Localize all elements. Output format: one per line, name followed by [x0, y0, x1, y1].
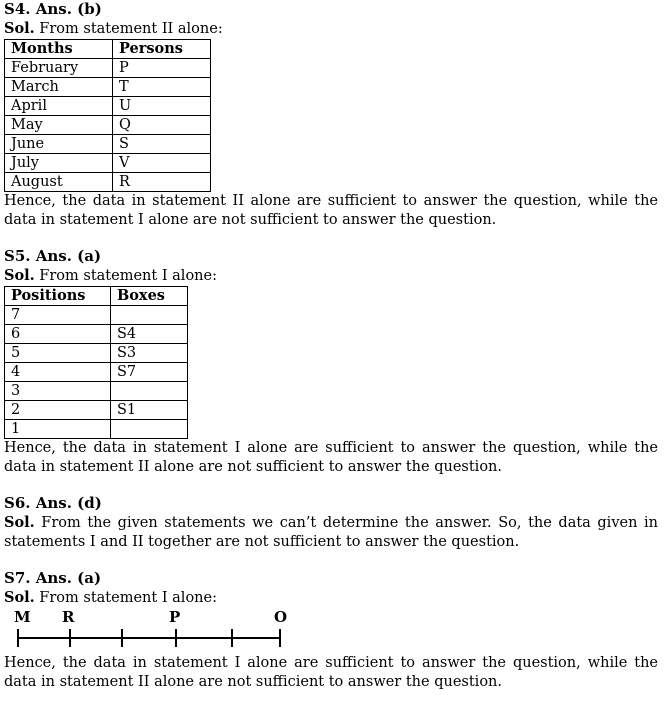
table-cell: P — [113, 59, 211, 78]
conclusion-text: Hence, the data in statement II alone are sufficient to answer the question, while the data in statement I alone are not sufficient to answer the question. — [4, 193, 658, 228]
number-line — [4, 608, 304, 654]
table-row — [5, 116, 211, 135]
point-label: R — [62, 608, 75, 626]
table-cell: 2 — [5, 401, 111, 420]
table-row — [5, 382, 188, 401]
table-cell: S — [113, 135, 211, 154]
table-header-row — [5, 287, 188, 306]
table-cell: 6 — [5, 325, 111, 344]
table-cell: 4 — [5, 363, 111, 382]
table-cell: S1 — [111, 401, 188, 420]
table-cell — [111, 306, 188, 325]
table-cell: 5 — [5, 344, 111, 363]
table-header-row — [5, 40, 211, 59]
table-cell: 3 — [5, 382, 111, 401]
table-row — [5, 420, 188, 439]
table-row — [5, 97, 211, 116]
solution-s5 — [4, 247, 658, 477]
table-row — [5, 59, 211, 78]
table-row — [5, 401, 188, 420]
answer-heading: S4. Ans. (b) — [4, 0, 102, 18]
table-cell: May — [5, 116, 113, 135]
table-cell: June — [5, 135, 113, 154]
sol-label: Sol. — [4, 514, 35, 531]
solution-s6 — [4, 494, 658, 552]
answer-heading: S5. Ans. (a) — [4, 247, 102, 265]
column-header: Positions — [5, 287, 111, 306]
table-row — [5, 173, 211, 192]
table-cell: March — [5, 78, 113, 97]
solution-s4 — [4, 0, 658, 230]
table-cell: Q — [113, 116, 211, 135]
table-cell: S7 — [111, 363, 188, 382]
table-cell: 7 — [5, 306, 111, 325]
table-cell: August — [5, 173, 113, 192]
table-cell: S4 — [111, 325, 188, 344]
sol-label: Sol. — [4, 589, 35, 606]
sol-label: Sol. — [4, 20, 35, 37]
table-row — [5, 344, 188, 363]
answer-heading: S7. Ans. (a) — [4, 569, 102, 587]
solution-intro — [4, 266, 658, 286]
table-row — [5, 306, 188, 325]
table-cell: T — [113, 78, 211, 97]
solution-intro — [4, 588, 658, 608]
table-row — [5, 135, 211, 154]
column-header: Boxes — [111, 287, 188, 306]
table-row — [5, 363, 188, 382]
table-row — [5, 154, 211, 173]
table-row — [5, 325, 188, 344]
position-line-diagram — [4, 608, 304, 654]
conclusion-text: Hence, the data in statement I alone are sufficient to answer the question, while the data in statement II alone are not sufficient to answer the question. — [4, 655, 658, 690]
positions-boxes-table — [4, 286, 188, 439]
months-persons-table — [4, 39, 211, 192]
table-cell: July — [5, 154, 113, 173]
column-header: Persons — [113, 40, 211, 59]
solutions-page — [4, 0, 658, 692]
point-label: P — [169, 608, 181, 626]
table-cell: U — [113, 97, 211, 116]
point-label: O — [274, 608, 288, 626]
sol-text: From statement I alone: — [34, 268, 217, 284]
table-cell — [111, 382, 188, 401]
table-cell: V — [113, 154, 211, 173]
sol-text: From statement II alone: — [34, 21, 223, 37]
table-cell: S3 — [111, 344, 188, 363]
answer-heading: S6. Ans. (d) — [4, 494, 102, 512]
table-cell: April — [5, 97, 113, 116]
solution-intro — [4, 19, 658, 39]
conclusion-text: Hence, the data in statement I alone are sufficient to answer the question, while the data in statement II alone are not sufficient to answer the question. — [4, 440, 658, 475]
table-cell: R — [113, 173, 211, 192]
solution-intro — [4, 513, 658, 552]
sol-text: From statement I alone: — [34, 590, 217, 606]
solution-s7 — [4, 569, 658, 692]
table-cell: 1 — [5, 420, 111, 439]
point-label: M — [14, 608, 31, 626]
table-row — [5, 78, 211, 97]
column-header: Months — [5, 40, 113, 59]
table-cell: February — [5, 59, 113, 78]
sol-label: Sol. — [4, 267, 35, 284]
sol-text: From the given statements we can’t determine the answer. So, the data given in statements I and II together are not sufficient to answer the question. — [4, 515, 658, 550]
table-cell — [111, 420, 188, 439]
